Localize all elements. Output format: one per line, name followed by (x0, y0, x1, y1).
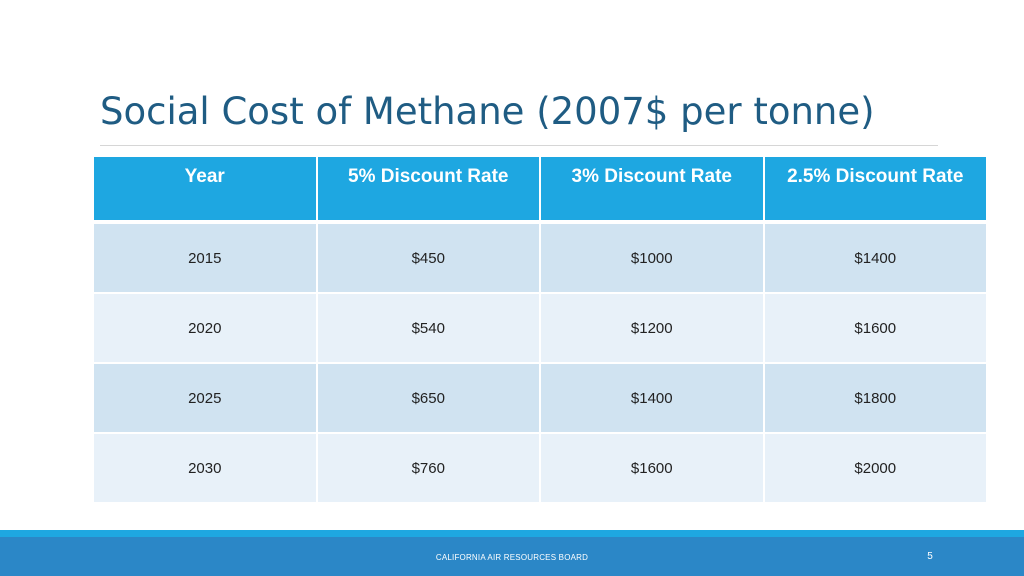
value-cell-5pct: $760 (317, 433, 541, 503)
header-3pct-discount-rate: 3% Discount Rate (540, 156, 764, 222)
table-row (93, 363, 987, 433)
value-cell-2-5pct: $1600 (764, 293, 988, 363)
header-5pct-discount-rate: 5% Discount Rate (317, 156, 541, 222)
slide-title: Social Cost of Methane (2007$ per tonne) (100, 90, 875, 133)
header-2-5pct-discount-rate: 2.5% Discount Rate (764, 156, 988, 222)
footer-organization: CALIFORNIA AIR RESOURCES BOARD (435, 553, 589, 562)
footer-accent-strip (0, 530, 1024, 537)
value-cell-3pct: $1200 (540, 293, 764, 363)
page-number: 5 (927, 551, 933, 562)
value-cell-5pct: $650 (317, 363, 541, 433)
value-cell-2-5pct: $1800 (764, 363, 988, 433)
title-divider (100, 145, 938, 146)
table-row (93, 222, 987, 293)
header-year: Year (93, 156, 317, 222)
year-cell: 2030 (93, 433, 317, 503)
value-cell-5pct: $450 (317, 222, 541, 293)
value-cell-3pct: $1000 (540, 222, 764, 293)
value-cell-5pct: $540 (317, 293, 541, 363)
value-cell-2-5pct: $1400 (764, 222, 988, 293)
year-cell: 2025 (93, 363, 317, 433)
year-cell: 2015 (93, 222, 317, 293)
social-cost-table (92, 155, 988, 504)
year-cell: 2020 (93, 293, 317, 363)
table-row (93, 433, 987, 503)
table-row (93, 293, 987, 363)
value-cell-2-5pct: $2000 (764, 433, 988, 503)
value-cell-3pct: $1600 (540, 433, 764, 503)
value-cell-3pct: $1400 (540, 363, 764, 433)
table-header-row (93, 156, 987, 222)
